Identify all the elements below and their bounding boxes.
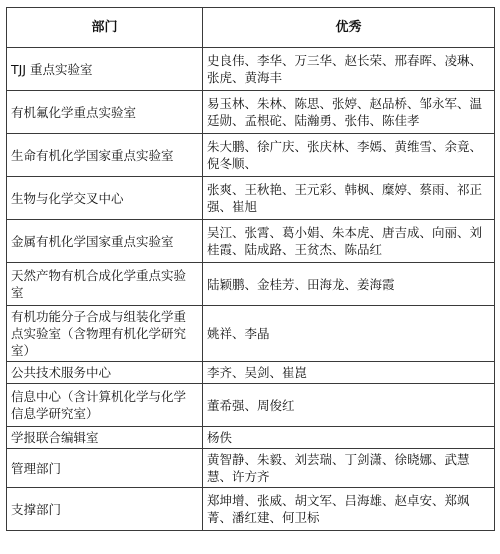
table-header-row [7, 8, 495, 48]
table-row [7, 134, 495, 177]
department-cell: 信息中心（含计算机化学与化学信息学研究室） [7, 384, 203, 427]
department-cell: 学报联合编辑室 [7, 427, 203, 449]
names-cell: 吴江、张霄、葛小娟、朱本虎、唐吉成、向丽、刘桂霞、陆成路、王贫杰、陈品红 [203, 220, 495, 263]
names-cell: 易玉林、朱林、陈思、张婷、赵品桥、邹永军、温廷勋、孟根砣、陆瀚勇、张伟、陈佳孝 [203, 91, 495, 134]
table-row [7, 48, 495, 91]
department-cell: 生物与化学交叉中心 [7, 177, 203, 220]
table-row [7, 384, 495, 427]
names-cell: 杨佚 [203, 427, 495, 449]
department-cell: 有机功能分子合成与组装化学重点实验室（含物理有机化学研究室） [7, 306, 203, 362]
excellent-staff-table [6, 7, 495, 531]
names-cell: 李齐、吴剑、崔崑 [203, 362, 495, 384]
names-cell: 张爽、王秋艳、王元彩、韩枫、糜婷、蔡雨、祁正强、崔旭 [203, 177, 495, 220]
table-row [7, 306, 495, 362]
names-cell: 史良伟、李华、万三华、赵长荣、邢春晖、凌琳、张虎、黄海丰 [203, 48, 495, 91]
department-cell: 生命有机化学国家重点实验室 [7, 134, 203, 177]
names-cell: 董希强、周俊红 [203, 384, 495, 427]
table-row [7, 220, 495, 263]
table-row [7, 427, 495, 449]
names-cell: 姚祥、李晶 [203, 306, 495, 362]
department-cell: 管理部门 [7, 449, 203, 488]
header-excellent: 优秀 [203, 8, 495, 48]
department-cell: TJJ 重点实验室 [7, 48, 203, 91]
header-department: 部门 [7, 8, 203, 48]
table-row [7, 177, 495, 220]
table-row [7, 362, 495, 384]
department-cell: 有机氟化学重点实验室 [7, 91, 203, 134]
names-cell: 陆颖鹏、金桂芳、田海龙、姜海霞 [203, 263, 495, 306]
department-cell: 金属有机化学国家重点实验室 [7, 220, 203, 263]
table-row [7, 488, 495, 531]
department-cell: 天然产物有机合成化学重点实验室 [7, 263, 203, 306]
names-cell: 黄智静、朱毅、刘芸瑞、丁剑潇、徐晓娜、武慧慧、许方齐 [203, 449, 495, 488]
table-row [7, 263, 495, 306]
table-row [7, 91, 495, 134]
names-cell: 朱大鹏、徐广庆、张庆林、李嫣、黄维雪、余竟、倪冬顺、 [203, 134, 495, 177]
names-cell: 郑坤增、张威、胡文军、吕海雄、赵卓安、郑飒菁、潘红建、何卫标 [203, 488, 495, 531]
department-cell: 公共技术服务中心 [7, 362, 203, 384]
department-cell: 支撑部门 [7, 488, 203, 531]
table-row [7, 449, 495, 488]
